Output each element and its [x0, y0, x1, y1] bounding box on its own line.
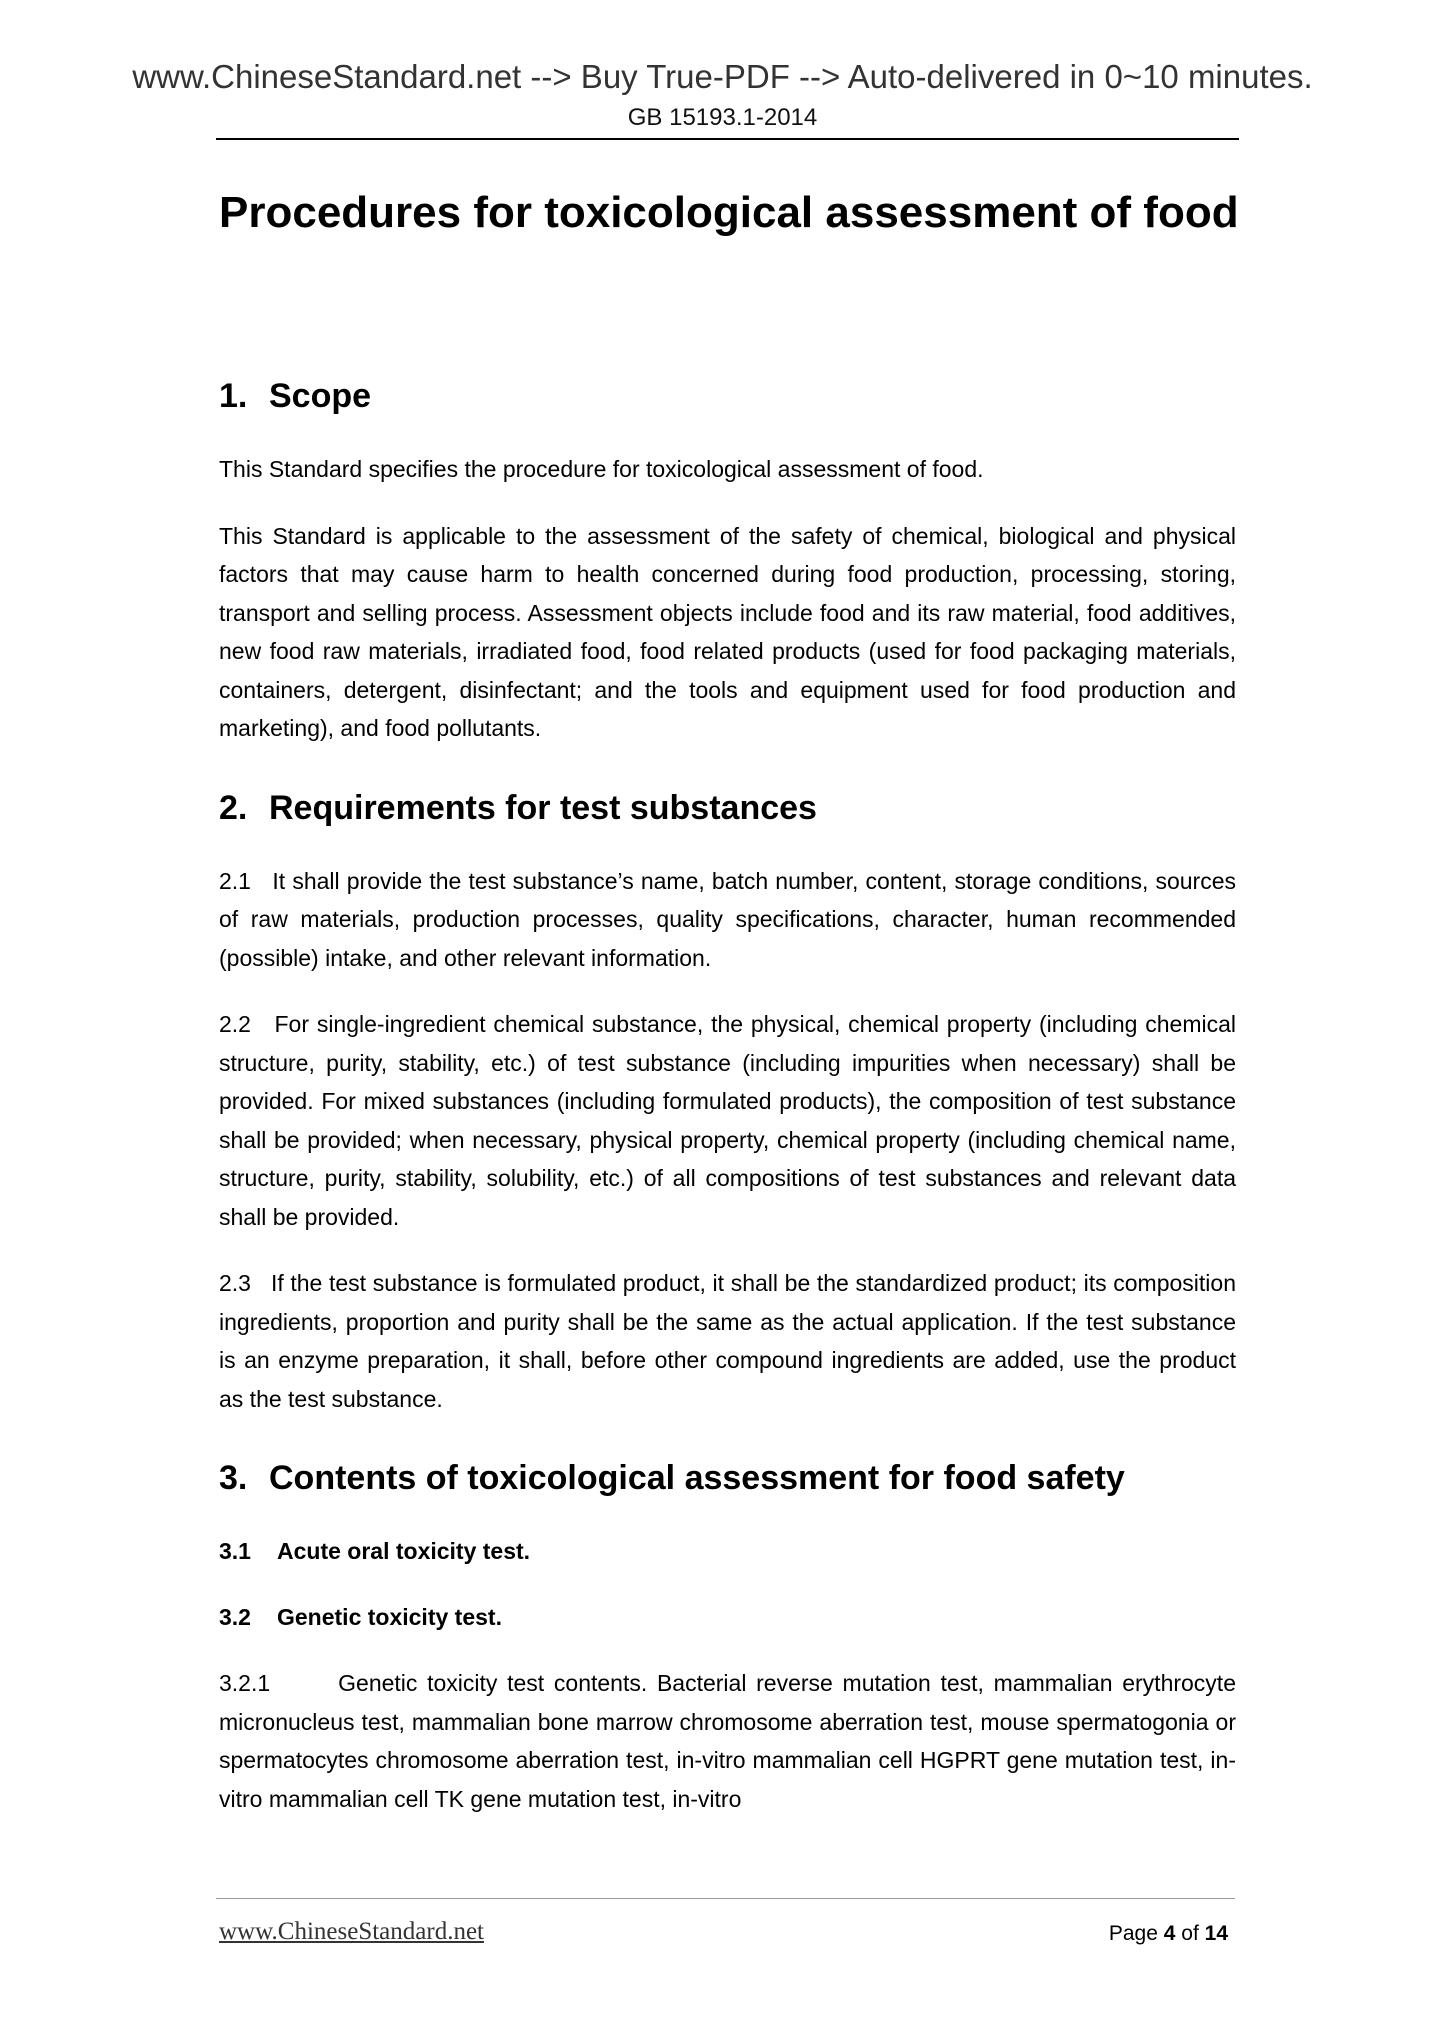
document-body — [219, 370, 1236, 1818]
scope-paragraph-2: This Standard is applicable to the assessment of the safety of chemical, biological and physical factors that may cause harm to health concerned during food production, processing, storing, transport and selling process. Assessment objects include food and its raw material, food additives, new food raw materials, irradiated food, food related products (used for food packaging materials, containers, detergent, disinfectant; and the tools and equipment used for food production and marketing), and food pollutants. — [219, 522, 1236, 741]
page-total: 14 — [1204, 1922, 1228, 1945]
clause-3-2-1 — [219, 1664, 1236, 1818]
footer-site-link[interactable]: www.ChineseStandard.net — [219, 1918, 484, 1945]
clause-2-2 — [219, 1005, 1236, 1236]
header-banner[interactable]: www.ChineseStandard.net --> Buy True-PDF --> Auto-delivered in 0~10 minutes. — [132, 58, 1313, 95]
subsection-title: Genetic toxicity test. — [277, 1604, 502, 1630]
clause-2-3 — [219, 1264, 1236, 1418]
clause-number: 2.2 — [219, 1011, 251, 1037]
subsection-title: Acute oral toxicity test. — [277, 1538, 531, 1564]
header-divider — [216, 138, 1239, 140]
section-title: Requirements for test substances — [269, 788, 817, 827]
subsection-number: 3.2 — [219, 1604, 251, 1630]
clause-text: It shall provide the test substance’s name, batch number, content, storage conditions, sources of raw materials, production processes, quality specifications, character, human recommended (possible) intake, and other relevant information. — [219, 867, 1237, 971]
subsection-3-2 — [219, 1598, 1236, 1636]
section-3-heading — [219, 1452, 1236, 1504]
section-number: 3. — [219, 1459, 248, 1497]
section-title: Contents of toxicological assessment for food safety — [269, 1459, 1125, 1497]
page-indicator — [1000, 1922, 1228, 1946]
scope-paragraph-1: This Standard specifies the procedure for toxicological assessment of food. — [219, 456, 984, 482]
footer-divider — [216, 1898, 1235, 1899]
section-2-heading — [219, 782, 1236, 834]
clause-2-1 — [219, 862, 1236, 978]
subsection-number: 3.1 — [219, 1538, 251, 1564]
document-title: Procedures for toxicological assessment of food — [219, 188, 1239, 237]
page-prefix: Page — [1108, 1922, 1158, 1945]
section-number: 1. — [219, 377, 248, 415]
clause-number: 3.2.1 — [219, 1670, 271, 1696]
page-of: of — [1181, 1922, 1199, 1945]
clause-text: For single-ingredient chemical substance, the physical, chemical property (including chemical structure, purity, stability, etc.) of test substance (including impurities when necessary) shall be provided. For mixed substances (including formulated products), the composition of test substance shall be provided; when necessary, physical property, chemical property (including chemical name, structure, purity, stability, solubility, etc.) of all compositions of test substances and relevant data shall be provided. — [219, 1011, 1237, 1230]
section-1-heading — [219, 370, 1236, 422]
clause-number: 2.1 — [219, 867, 251, 894]
clause-text: Genetic toxicity test contents. Bacterial reverse mutation test, mammalian erythrocyte micronucleus test, mammalian bone marrow chromosome aberration test, mouse spermatogonia or spermatocytes chromosome aberration test, in-vitro mammalian cell HGPRT gene mutation test, in-vitro mammalian cell TK gene mutation test, in-vitro — [219, 1670, 1236, 1812]
subsection-3-1 — [219, 1532, 1236, 1570]
clause-number: 2.3 — [219, 1270, 251, 1296]
clause-text: If the test substance is formulated product, it shall be the standardized product; its composition ingredients, proportion and purity shall be the same as the actual application. If the test substance is an enzyme preparation, it shall, before other compound ingredients are added, use the product as the test substance. — [219, 1270, 1236, 1412]
page-current: 4 — [1163, 1922, 1176, 1945]
section-title: Scope — [269, 377, 372, 415]
standard-number: GB 15193.1-2014 — [627, 104, 818, 131]
section-number: 2. — [219, 788, 248, 827]
